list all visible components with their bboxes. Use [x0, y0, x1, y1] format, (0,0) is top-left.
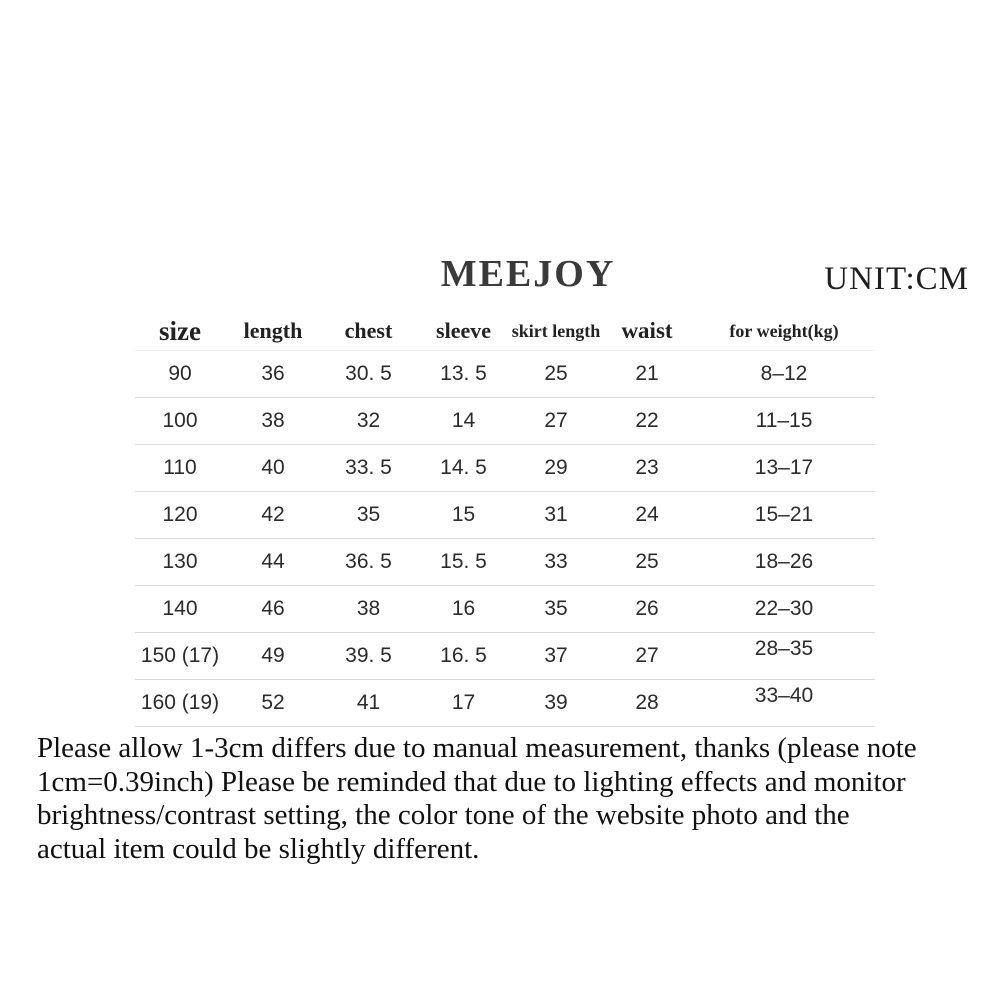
table-header-row [135, 312, 875, 351]
cell-skirt-length: 31 [511, 492, 601, 539]
cell-skirt-length: 27 [511, 398, 601, 445]
cell-waist: 26 [601, 586, 693, 633]
cell-sleeve: 16. 5 [416, 633, 511, 680]
cell-chest: 39. 5 [321, 633, 416, 680]
cell-waist: 23 [601, 445, 693, 492]
cell-size: 110 [135, 445, 225, 492]
column-header-sleeve: sleeve [416, 312, 511, 351]
cell-length: 36 [225, 351, 321, 398]
cell-skirt-length: 25 [511, 351, 601, 398]
cell-size: 150 (17) [135, 633, 225, 680]
column-header-size: size [135, 312, 225, 351]
unit-label: UNIT:CM [824, 261, 969, 297]
table-row [135, 492, 875, 539]
measurement-disclaimer [37, 732, 982, 866]
disclaimer-line: 1cm=0.39inch) Please be reminded that due to lighting effects and monitor [37, 765, 906, 798]
column-header-length: length [225, 312, 321, 351]
cell-length: 44 [225, 539, 321, 586]
cell-waist: 21 [601, 351, 693, 398]
disclaimer-line: actual item could be slightly different. [37, 832, 480, 865]
cell-length: 38 [225, 398, 321, 445]
cell-skirt-length: 35 [511, 586, 601, 633]
cell-weight: 28–35 [693, 626, 875, 673]
cell-size: 160 (19) [135, 680, 225, 727]
column-header-weight: for weight(kg) [693, 312, 875, 351]
cell-length: 42 [225, 492, 321, 539]
cell-chest: 41 [321, 680, 416, 727]
cell-weight: 15–21 [693, 492, 875, 539]
cell-chest: 30. 5 [321, 351, 416, 398]
cell-waist: 28 [601, 680, 693, 727]
table-row [135, 680, 875, 727]
cell-weight: 11–15 [693, 398, 875, 445]
brand-title: MEEJOY [440, 253, 616, 295]
cell-size: 120 [135, 492, 225, 539]
cell-sleeve: 13. 5 [416, 351, 511, 398]
cell-sleeve: 17 [416, 680, 511, 727]
cell-sleeve: 14. 5 [416, 445, 511, 492]
cell-weight: 8–12 [693, 351, 875, 398]
cell-size: 140 [135, 586, 225, 633]
cell-size: 100 [135, 398, 225, 445]
cell-chest: 35 [321, 492, 416, 539]
cell-skirt-length: 39 [511, 680, 601, 727]
disclaimer-line: brightness/contrast setting, the color tone of the website photo and the [37, 799, 850, 831]
disclaimer-line: Please allow 1-3cm differs due to manual measurement, thanks (please note [37, 732, 917, 764]
cell-weight: 33–40 [693, 673, 875, 720]
size-table [135, 312, 875, 727]
cell-size: 90 [135, 351, 225, 398]
cell-weight: 18–26 [693, 539, 875, 586]
cell-waist: 27 [601, 633, 693, 680]
cell-waist: 25 [601, 539, 693, 586]
cell-skirt-length: 37 [511, 633, 601, 680]
column-header-waist: waist [601, 312, 693, 351]
cell-skirt-length: 33 [511, 539, 601, 586]
cell-length: 52 [225, 680, 321, 727]
cell-chest: 33. 5 [321, 445, 416, 492]
cell-waist: 24 [601, 492, 693, 539]
cell-size: 130 [135, 539, 225, 586]
cell-skirt-length: 29 [511, 445, 601, 492]
cell-chest: 38 [321, 586, 416, 633]
cell-chest: 36. 5 [321, 539, 416, 586]
cell-sleeve: 15. 5 [416, 539, 511, 586]
table-row [135, 351, 875, 398]
table-row [135, 445, 875, 492]
cell-length: 46 [225, 586, 321, 633]
cell-length: 49 [225, 633, 321, 680]
cell-sleeve: 16 [416, 586, 511, 633]
cell-sleeve: 14 [416, 398, 511, 445]
cell-weight: 22–30 [693, 586, 875, 633]
cell-sleeve: 15 [416, 492, 511, 539]
table-row [135, 539, 875, 586]
column-header-chest: chest [321, 312, 416, 351]
cell-waist: 22 [601, 398, 693, 445]
cell-length: 40 [225, 445, 321, 492]
cell-chest: 32 [321, 398, 416, 445]
column-header-skirt-length: skirt length [511, 312, 601, 351]
cell-weight: 13–17 [693, 445, 875, 492]
table-row [135, 398, 875, 445]
